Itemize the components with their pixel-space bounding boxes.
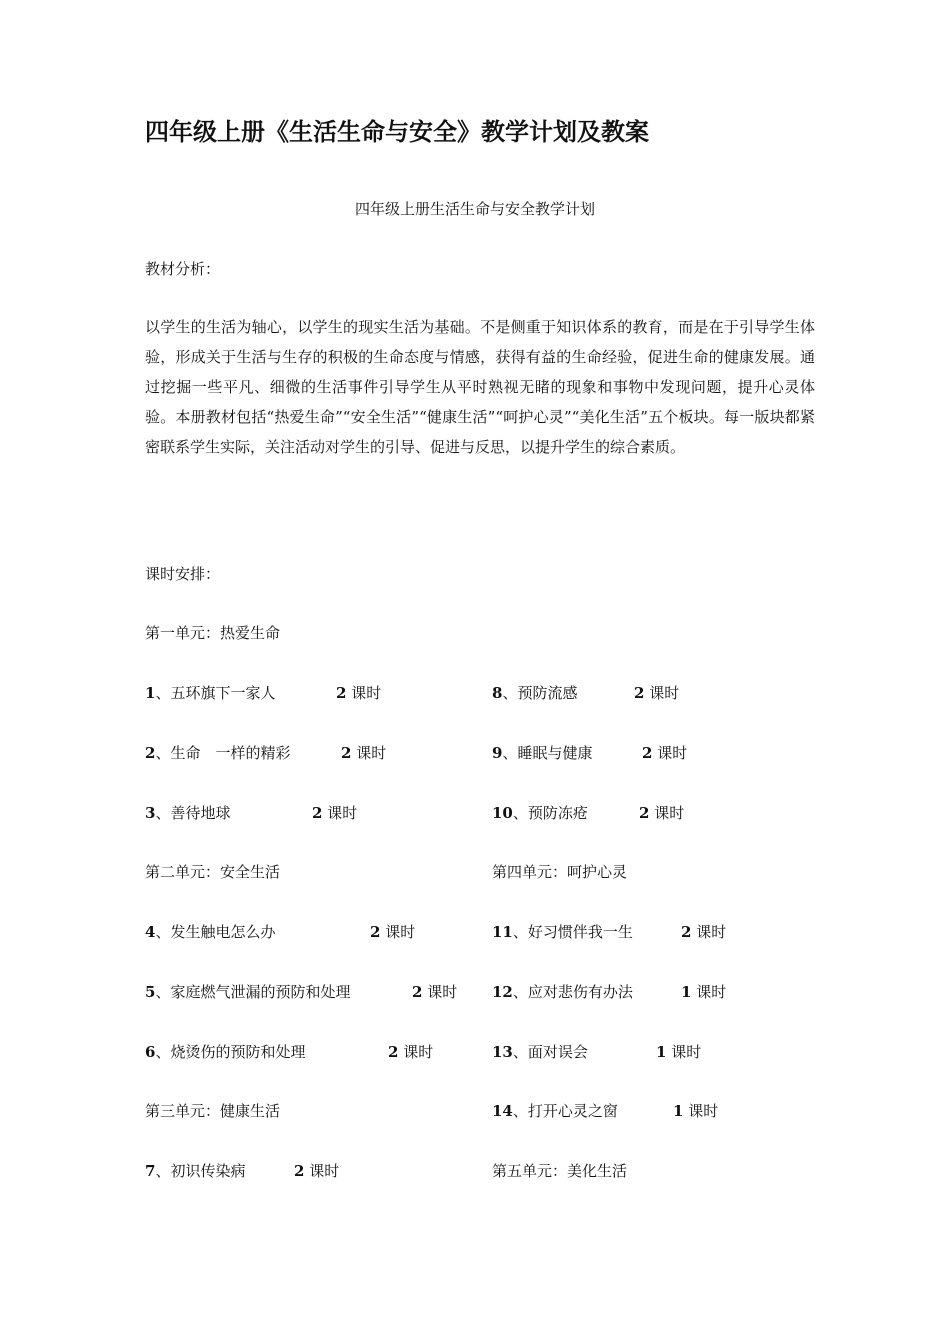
lesson-item <box>492 1100 719 1122</box>
lesson-hours-unit: 课时 <box>309 1162 340 1180</box>
lesson-hours <box>336 682 381 703</box>
lesson-item <box>145 1160 340 1182</box>
lesson-hours <box>639 802 684 823</box>
lesson-item <box>492 981 727 1003</box>
lesson-hours <box>294 1160 339 1181</box>
lesson-hours <box>312 802 357 823</box>
lesson-hours-number: 2 <box>294 1162 305 1180</box>
lesson-item <box>145 682 382 704</box>
lesson-item <box>145 742 387 764</box>
unit-2-heading: 第二单元：安全生活 <box>145 863 281 881</box>
lesson-hours-number: 2 <box>370 923 381 941</box>
lesson-hours <box>388 1041 433 1062</box>
schedule-heading: 课时安排： <box>145 565 221 583</box>
lesson-name: 、预防流感 <box>502 684 578 702</box>
lesson-hours-number: 2 <box>681 923 692 941</box>
plan-subtitle: 四年级上册生活生命与安全教学计划 <box>354 200 595 218</box>
lesson-item <box>145 921 416 943</box>
lesson-name: 、打开心灵之窗 <box>512 1102 618 1120</box>
lesson-name: 、面对误会 <box>512 1043 588 1061</box>
lesson-number: 6 <box>145 1043 156 1061</box>
lesson-item <box>145 981 458 1003</box>
lesson-name: 、好习惯伴我一生 <box>512 923 633 941</box>
lesson-name: 、应对悲伤有办法 <box>512 983 633 1001</box>
lesson-name: 、预防冻疮 <box>512 804 588 822</box>
lesson-item <box>492 921 727 943</box>
lesson-hours-number: 2 <box>388 1043 399 1061</box>
unit-1-heading: 第一单元：热爱生命 <box>145 624 281 642</box>
lesson-hours-number: 1 <box>681 983 692 1001</box>
lesson-hours-unit: 课时 <box>403 1043 434 1061</box>
lesson-hours-unit: 课时 <box>696 923 727 941</box>
lesson-item <box>492 802 685 824</box>
lesson-hours <box>681 981 726 1002</box>
lesson-name: 、初识传染病 <box>155 1162 246 1180</box>
lesson-name: 、睡眠与健康 <box>502 744 593 762</box>
lesson-hours-number: 1 <box>656 1043 667 1061</box>
lesson-hours <box>681 921 726 942</box>
lesson-name: 、善待地球 <box>155 804 231 822</box>
lesson-hours <box>634 682 679 703</box>
lesson-item <box>145 1041 434 1063</box>
lesson-number: 5 <box>145 983 156 1001</box>
lesson-name: 、家庭燃气泄漏的预防和处理 <box>155 983 351 1001</box>
lesson-hours-unit: 课时 <box>351 684 382 702</box>
lesson-hours <box>656 1041 701 1062</box>
lesson-hours-unit: 课时 <box>671 1043 702 1061</box>
lesson-hours-unit: 课时 <box>356 744 387 762</box>
document-title: 四年级上册《生活生命与安全》教学计划及教案 <box>145 118 649 146</box>
lesson-hours <box>341 742 386 763</box>
lesson-name: 、五环旗下一家人 <box>155 684 276 702</box>
lesson-number: 2 <box>145 744 156 762</box>
lesson-hours-number: 1 <box>673 1102 684 1120</box>
lesson-hours <box>412 981 457 1002</box>
unit-3-heading: 第三单元：健康生活 <box>145 1102 281 1120</box>
lesson-number: 12 <box>492 983 513 1001</box>
lesson-number: 8 <box>492 684 503 702</box>
lesson-item <box>492 742 688 764</box>
lesson-item <box>492 1041 702 1063</box>
lesson-item <box>145 802 358 824</box>
lesson-hours-number: 2 <box>412 983 423 1001</box>
unit-4-heading: 第四单元：呵护心灵 <box>492 863 628 881</box>
lesson-item <box>492 682 680 704</box>
lesson-number: 13 <box>492 1043 513 1061</box>
analysis-paragraph: 以学生的生活为轴心，以学生的现实生活为基础。不是侧重于知识体系的教育，而是在于引导学生体验，形成关于生活与生存的积极的生命态度与情感，获得有益的生命经验，促进生命的健康发展。通过挖掘一些平凡、细微的生活事件引导学生从平时熟视无睹的现象和事物中发现问题，提升心灵体验。本册教材包括“热爱生命”“安全生活”“健康生活”“呵护心灵”“美化生活”五个板块。每一版块都紧密联系学生实际，关注活动对学生的引导、促进与反思，以提升学生的综合素质。 <box>145 318 815 456</box>
lesson-hours-unit: 课时 <box>696 983 727 1001</box>
lesson-hours-unit: 课时 <box>649 684 680 702</box>
lesson-name: 、烧烫伤的预防和处理 <box>155 1043 306 1061</box>
lesson-hours-unit: 课时 <box>385 923 416 941</box>
lesson-hours-number: 2 <box>639 804 650 822</box>
lesson-hours <box>673 1100 718 1121</box>
lesson-hours-number: 2 <box>642 744 653 762</box>
lesson-hours <box>642 742 687 763</box>
lesson-hours-unit: 课时 <box>688 1102 719 1120</box>
lesson-number: 7 <box>145 1162 156 1180</box>
lesson-hours-unit: 课时 <box>327 804 358 822</box>
lesson-hours-number: 2 <box>341 744 352 762</box>
analysis-heading: 教材分析： <box>145 260 221 278</box>
lesson-hours <box>370 921 415 942</box>
lesson-hours-unit: 课时 <box>427 983 458 1001</box>
lesson-hours-number: 2 <box>336 684 347 702</box>
lesson-name: 、发生触电怎么办 <box>155 923 276 941</box>
lesson-number: 4 <box>145 923 156 941</box>
lesson-number: 9 <box>492 744 503 762</box>
lesson-number: 3 <box>145 804 156 822</box>
lesson-number: 1 <box>145 684 156 702</box>
lesson-hours-unit: 课时 <box>654 804 685 822</box>
lesson-number: 11 <box>492 923 513 941</box>
unit-5-heading: 第五单元：美化生活 <box>492 1162 628 1180</box>
lesson-number: 14 <box>492 1102 513 1120</box>
lesson-hours-number: 2 <box>312 804 323 822</box>
lesson-hours-number: 2 <box>634 684 645 702</box>
lesson-name: 、生命 一样的精彩 <box>155 744 291 762</box>
lesson-hours-unit: 课时 <box>657 744 688 762</box>
lesson-number: 10 <box>492 804 513 822</box>
